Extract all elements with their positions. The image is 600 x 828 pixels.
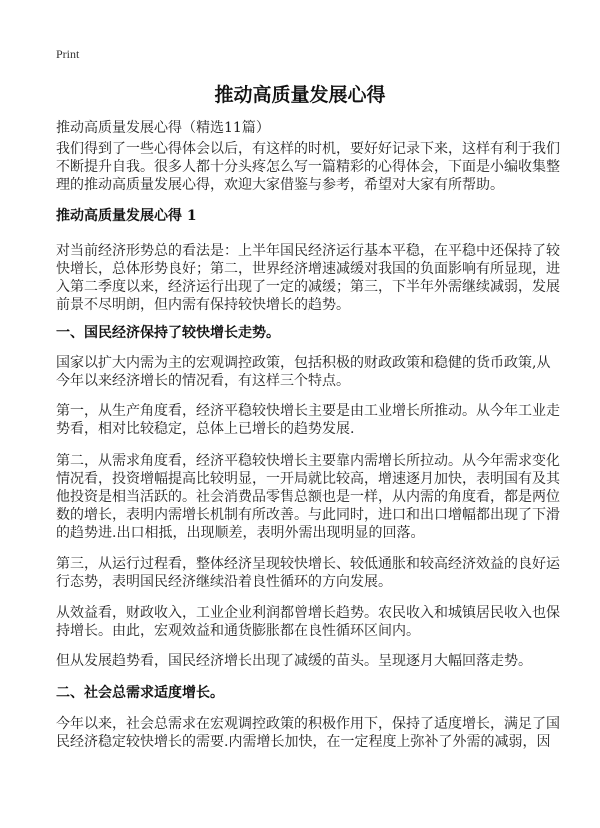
text-line: 入第二季度以来，经济运行出现了一定的减缓；第三，下半年外需继续减弱，发展 [56, 279, 560, 295]
paragraph [56, 242, 560, 314]
text-line: 持增长。由此，宏观效益和通货膨胀都在良性循环区间内。 [56, 623, 420, 639]
section-heading [56, 684, 556, 702]
text-line: 理的推动高质量发展心得，欢迎大家借鉴与参考，希望对大家有所帮助。 [56, 177, 504, 193]
paragraph [56, 652, 556, 670]
paragraph [56, 555, 560, 591]
paragraph [56, 604, 560, 640]
text-line: 二、社会总需求适度增长。 [56, 685, 224, 701]
text-line: 推动高质量发展心得 1 [56, 208, 197, 224]
paragraph [56, 715, 560, 751]
text-line: 情况看，投资增幅提高比较明显，一开局就比较高，增速逐月加快，表明国有及其 [56, 471, 560, 487]
text-line: 第三，从运行过程看，整体经济呈现较快增长、较低通胀和较高经济效益的良好运 [56, 556, 560, 572]
text-line: 第二，从需求角度看，经济平稳较快增长主要靠内需增长所拉动。从今年需求变化 [56, 453, 560, 469]
paragraph [56, 402, 560, 438]
subtitle-text: 推动高质量发展心得（精选11篇） [56, 120, 270, 136]
text-line: 行态势，表明国民经济继续沿着良性循环的方向发展。 [56, 574, 392, 590]
text-line: 但从发展趋势看，国民经济增长出现了减缓的苗头。呈现逐月大幅回落走势。 [56, 653, 532, 669]
text-line: 不断提升自我。很多人都十分头疼怎么写一篇精彩的心得体会，下面是小编收集整 [56, 159, 560, 175]
text-line: 数的增长，表明内需增长机制有所改善。与此同时，进口和出口增幅都出现了下滑 [56, 507, 560, 523]
text-line: 快增长，总体形势良好；第二，世界经济增速减缓对我国的负面影响有所显现，进 [56, 261, 560, 277]
text-line: 我们得到了一些心得体会以后，有这样的时机，要好好记录下来，这样有利于我们 [56, 141, 560, 157]
text-line: 国家以扩大内需为主的宏观调控政策，包括积极的财政政策和稳健的货币政策,从 [56, 355, 551, 371]
text-line: 的趋势进.出口相抵，出现顺差，表明外需出现明显的回落。 [56, 525, 425, 541]
section-heading [56, 324, 556, 342]
subtitle [56, 119, 556, 137]
print-link[interactable]: Print [56, 47, 80, 61]
text-line: 今年以来经济增长的情况看，有这样三个特点。 [56, 373, 350, 389]
paragraph [56, 140, 560, 194]
section-heading [56, 207, 556, 225]
text-line: 势看，相对比较稳定，总体上已增长的趋势发展. [56, 421, 355, 437]
text-line: 他投资是相当活跃的。社会消费品零售总额也是一样，从内需的角度看，都是两位 [56, 489, 560, 505]
text-line: 今年以来，社会总需求在宏观调控政策的积极作用下，保持了适度增长，满足了国 [56, 716, 560, 732]
paragraph [56, 452, 560, 542]
text-line: 一、国民经济保持了较快增长走势。 [56, 325, 280, 341]
paragraph [56, 354, 556, 390]
text-line: 第一，从生产角度看，经济平稳较快增长主要是由工业增长所推动。从今年工业走 [56, 403, 560, 419]
text-line: 民经济稳定较快增长的需要.内需增长加快，在一定程度上弥补了外需的减弱，因 [56, 734, 551, 750]
text-line: 从效益看，财政收入，工业企业利润都曾增长趋势。农民收入和城镇居民收入也保 [56, 605, 560, 621]
text-line: 前景不尽明朗，但内需有保持较快增长的趋势。 [56, 297, 350, 313]
page-title: 推动高质量发展心得 [214, 84, 386, 106]
text-line: 对当前经济形势总的看法是：上半年国民经济运行基本平稳，在平稳中还保持了较 [56, 243, 560, 259]
